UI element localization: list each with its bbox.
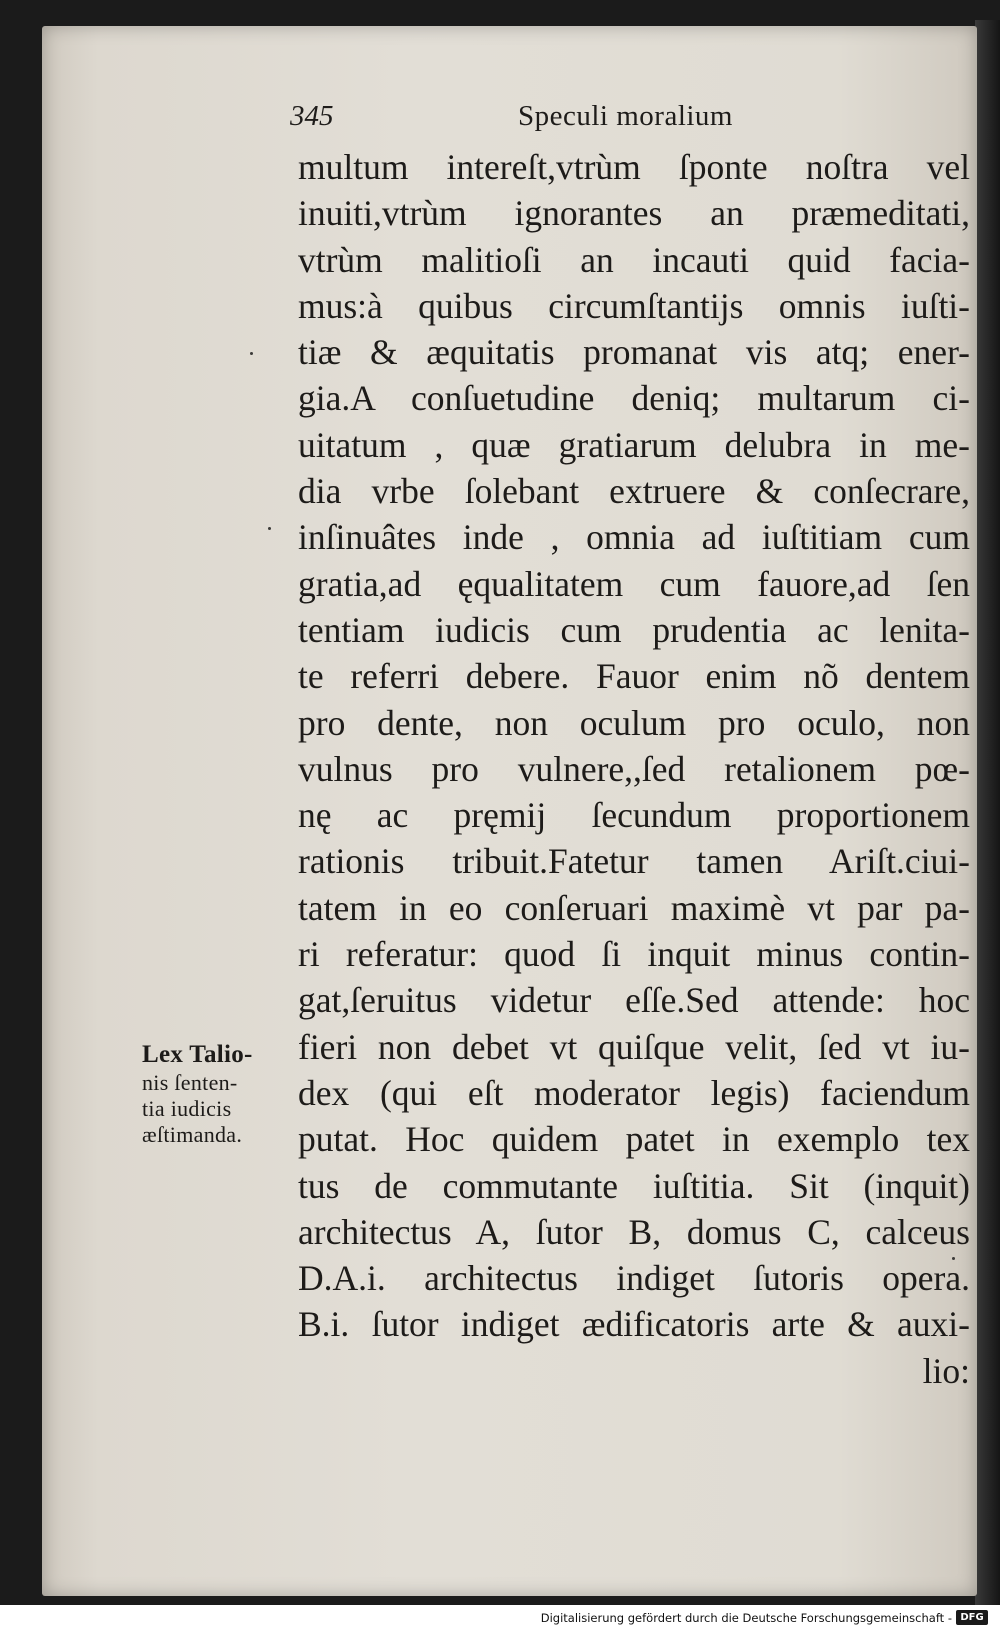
text-line: architectus A, ſutor B, domus C, calceus xyxy=(298,1211,970,1252)
footer-credit: Digitalisierung gefördert durch die Deutsche Forschungsgemeinschaft - xyxy=(540,1611,952,1625)
text-line: gia.A conſuetudine deniq; multarum ci- xyxy=(298,378,970,419)
marginal-note xyxy=(142,1040,292,1148)
text-line: tiæ & æquitatis promanat vis atq; ener- xyxy=(298,332,970,373)
footer-bar xyxy=(0,1605,1000,1631)
text-line: dia vrbe ſolebant extruere & conſecrare, xyxy=(298,471,970,512)
text-line: fieri non debet vt quiſque velit, ſed vt iu- xyxy=(298,1026,970,1067)
text-line: rationis tribuit.Fatetur tamen Ariſt.ciui- xyxy=(298,841,970,882)
page-number: 345 xyxy=(290,100,334,132)
text-line: gat,ſeruitus videtur eſſe.Sed attende: hoc xyxy=(298,980,970,1021)
text-line: mus:à quibus circumſtantijs omnis iuſti- xyxy=(298,285,970,326)
text-line: gratia,ad ęqualitatem cum fauore,ad ſen xyxy=(298,563,970,604)
text-line: te referri debere. Fauor enim nõ dentem xyxy=(298,656,970,697)
marginal-note-line: Lex Talio- xyxy=(142,1041,253,1068)
paper-speck xyxy=(250,352,253,355)
text-line: ri referatur: quod ſi inquit minus contin- xyxy=(298,934,970,975)
dfg-logo-icon: DFG xyxy=(956,1610,988,1625)
text-line: uitatum , quæ gratiarum delubra in me- xyxy=(298,424,970,465)
text-line: tentiam iudicis cum prudentia ac lenita- xyxy=(298,609,970,650)
marginal-note-line: tia iudicis xyxy=(142,1096,232,1121)
paper-speck xyxy=(268,527,271,530)
book-edge xyxy=(975,20,1000,1605)
text-line: D.A.i. architectus indiget ſutoris opera. xyxy=(298,1258,970,1299)
text-line: vtrùm malitioſi an incauti quid facia- xyxy=(298,239,970,280)
text-line: nę ac pręmij ſecundum proportionem xyxy=(298,795,970,836)
text-line: tatem in eo conſeruari maximè vt par pa- xyxy=(298,887,970,928)
text-line: tus de commutante iuſtitia. Sit (inquit) xyxy=(298,1165,970,1206)
marginal-note-line: nis ſenten- xyxy=(142,1070,238,1095)
text-line: B.i. ſutor indiget ædificatoris arte & auxi- xyxy=(298,1304,970,1345)
text-line: pro dente, non oculum pro oculo, non xyxy=(298,702,970,743)
running-title: Speculi moralium xyxy=(518,100,733,132)
text-line: putat. Hoc quidem patet in exemplo tex xyxy=(298,1119,970,1160)
catchword: lio: xyxy=(922,1350,970,1391)
text-line: inſinuâtes inde , omnia ad iuſtitiam cum xyxy=(298,517,970,558)
page-header xyxy=(290,100,970,140)
body-text xyxy=(298,144,970,1394)
text-line: multum intereſt,vtrùm ſponte noſtra vel xyxy=(298,147,970,187)
text-line: inuiti,vtrùm ignorantes an præmeditati, xyxy=(298,193,970,234)
text-line: vulnus pro vulnere,,ſed retalionem pœ- xyxy=(298,748,970,789)
text-line: dex (qui eſt moderator legis) faciendum xyxy=(298,1072,970,1113)
marginal-note-line: æſtimanda. xyxy=(142,1122,243,1147)
